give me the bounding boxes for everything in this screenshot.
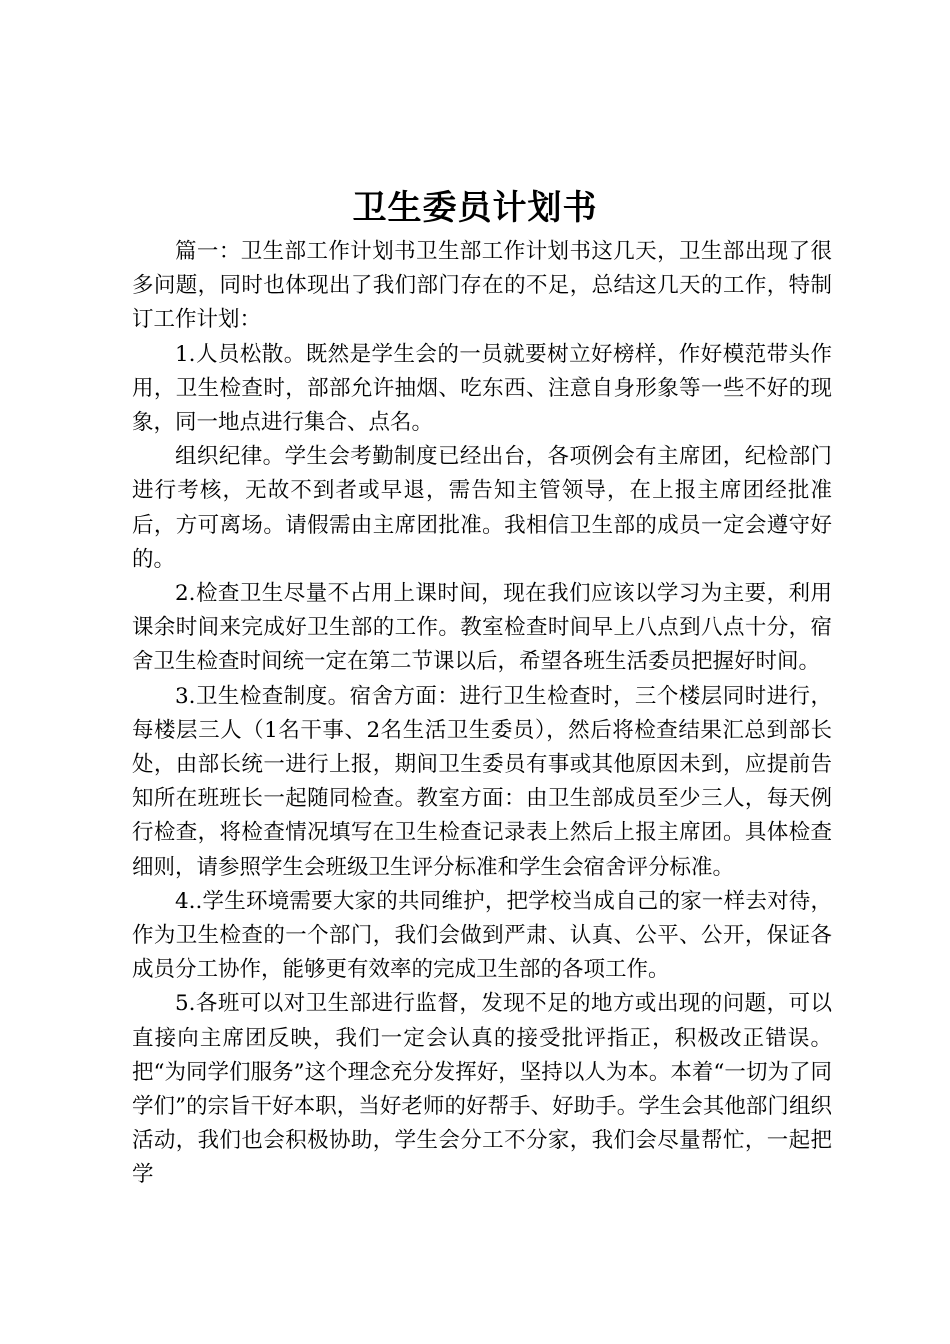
document-title: 卫生委员计划书 (352, 188, 598, 228)
paragraph: 3.卫生检查制度。宿舍方面：进行卫生检查时，三个楼层同时进行，每楼层三人（1名干事、2名生活卫生委员），然后将检查结果汇总到部长处，由部长统一进行上报，期间卫生委员有事或其他原因未到，应提前告知所在班班长一起随同检查。教室方面：由卫生部成员至少三人，每天例行检查，将检查情况填写在卫生检查记录表上然后上报主席团。具体检查细则，请参照学生会班级卫生评分标准和学生会宿舍评分标准。 (132, 683, 832, 880)
paragraph: 篇一：卫生部工作计划书卫生部工作计划书这几天，卫生部出现了很多问题，同时也体现出了我们部门存在的不足，总结这几天的工作，特制订工作计划： (132, 239, 832, 333)
document-body (132, 235, 832, 1193)
paragraph: 4..学生环境需要大家的共同维护，把学校当成自己的家一样去对待，作为卫生检查的一个部门，我们会做到严肃、认真、公平、公开，保证各成员分工协作，能够更有效率的完成卫生部的各项工作。 (132, 888, 832, 983)
paragraph: 1.人员松散。既然是学生会的一员就要树立好榜样，作好模范带头作用，卫生检查时，部部允许抽烟、吃东西、注意自身形象等一些不好的现象，同一地点进行集合、点名。 (132, 341, 832, 436)
paragraph: 5.各班可以对卫生部进行监督，发现不足的地方或出现的问题，可以直接向主席团反映，我们一定会认真的接受批评指正，积极改正错误。把“为同学们服务”这个理念充分发挥好，坚持以人为本。本着“一切为了同学们”的宗旨干好本职，当好老师的好帮手、好助手。学生会其他部门组织活动，我们也会积极协助，学生会分工不分家，我们会尽量帮忙，一起把学 (132, 991, 832, 1188)
paragraph: 2.检查卫生尽量不占用上课时间，现在我们应该以学习为主要，利用课余时间来完成好卫生部的工作。教室检查时间早上八点到八点十分，宿舍卫生检查时间统一定在第二节课以后，希望各班生活委员把握好时间。 (132, 581, 832, 675)
paragraph: 组织纪律。学生会考勤制度已经出台，各项例会有主席团，纪检部门进行考核，无故不到者或早退，需告知主管领导，在上报主席团经批准后，方可离场。请假需由主席团批准。我相信卫生部的成员一定会遵守好的。 (132, 444, 832, 572)
